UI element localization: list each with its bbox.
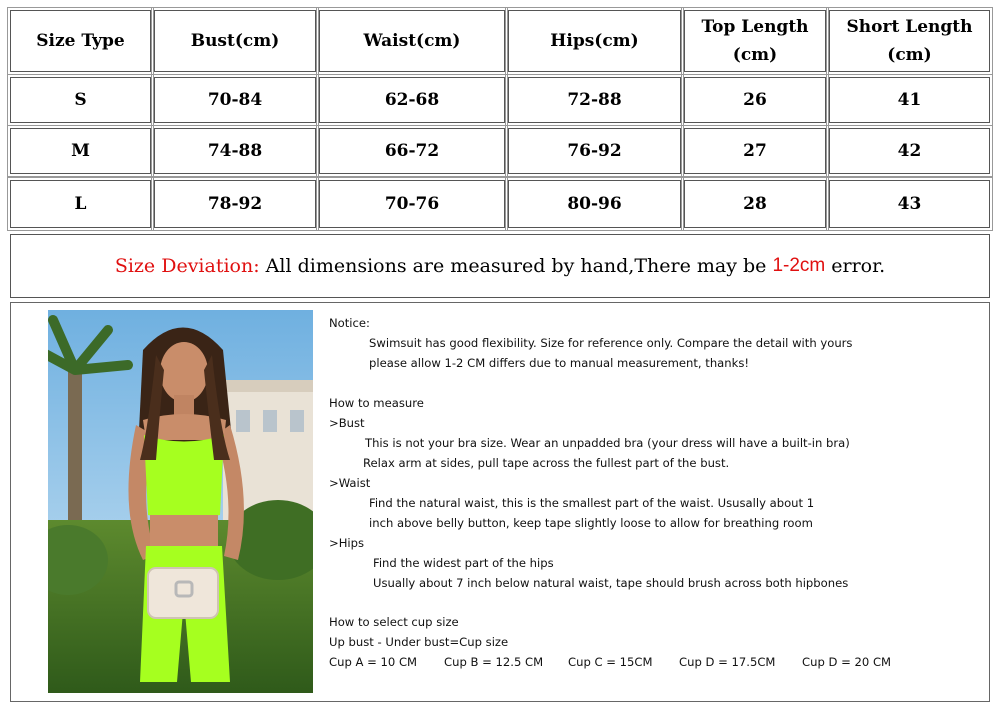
table-cell-bust: 70-84 (154, 77, 316, 123)
table-cell-hips: 72-88 (508, 77, 681, 123)
notice-line-1: Swimsuit has good flexibility. Size for reference only. Compare the detail with yours (369, 336, 853, 350)
header-waist: Waist(cm) (319, 10, 505, 72)
table-cell-short-length: 43 (829, 180, 990, 228)
header-size-type: Size Type (10, 10, 151, 72)
cup-size-a: Cup A = 10 CM (329, 655, 418, 669)
waist-title: >Waist (329, 476, 371, 490)
table-cell-short-length: 41 (829, 77, 990, 123)
deviation-text-after: error. (825, 255, 886, 277)
table-cell-top-length: 28 (684, 180, 826, 228)
cup-size-b: Cup B = 12.5 CM (444, 655, 544, 669)
product-photo (48, 310, 313, 693)
table-cell-size: M (10, 128, 151, 174)
header-hips: Hips(cm) (508, 10, 681, 72)
deviation-text-before: All dimensions are measured by hand,There may be (259, 255, 773, 277)
waist-line-2: inch above belly button, keep tape slightly loose to allow for breathing room (369, 516, 813, 530)
table-cell-size: L (10, 180, 151, 228)
table-cell-hips: 76-92 (508, 128, 681, 174)
bust-line-2: Relax arm at sides, pull tape across the fullest part of the bust. (363, 456, 730, 470)
cup-formula: Up bust - Under bust=Cup size (329, 635, 509, 649)
deviation-label: Size Deviation: (114, 255, 260, 277)
cup-size-d: Cup D = 17.5CM (679, 655, 776, 669)
model-illustration (48, 310, 313, 693)
measure-title: How to measure (329, 396, 424, 410)
hips-title: >Hips (329, 536, 365, 550)
table-cell-waist: 66-72 (319, 128, 505, 174)
notice-title: Notice: (329, 316, 370, 330)
cup-size-d2: Cup D = 20 CM (802, 655, 892, 669)
table-cell-size: S (10, 77, 151, 123)
header-bust: Bust(cm) (154, 10, 316, 72)
cup-size-c: Cup C = 15CM (568, 655, 653, 669)
table-cell-bust: 78-92 (154, 180, 316, 228)
table-cell-top-length: 26 (684, 77, 826, 123)
table-cell-top-length: 27 (684, 128, 826, 174)
bust-title: >Bust (329, 416, 365, 430)
bust-line-1: This is not your bra size. Wear an unpadded bra (your dress will have a built-in bra) (365, 436, 850, 450)
header-top-length: Top Length (cm) (684, 10, 826, 72)
table-cell-waist: 70-76 (319, 180, 505, 228)
deviation-range: 1-2cm (772, 255, 826, 276)
table-cell-hips: 80-96 (508, 180, 681, 228)
table-cell-short-length: 42 (829, 128, 990, 174)
table-cell-bust: 74-88 (154, 128, 316, 174)
cup-title: How to select cup size (329, 615, 459, 629)
hips-line-1: Find the widest part of the hips (373, 556, 554, 570)
hips-line-2: Usually about 7 inch below natural waist, tape should brush across both hipbones (373, 576, 849, 590)
notice-line-2: please allow 1-2 CM differs due to manual measurement, thanks! (369, 356, 750, 370)
size-deviation-banner (10, 234, 990, 298)
header-short-length: Short Length (cm) (829, 10, 990, 72)
waist-line-1: Find the natural waist, this is the smallest part of the waist. Ususally about 1 (369, 496, 815, 510)
table-cell-waist: 62-68 (319, 77, 505, 123)
